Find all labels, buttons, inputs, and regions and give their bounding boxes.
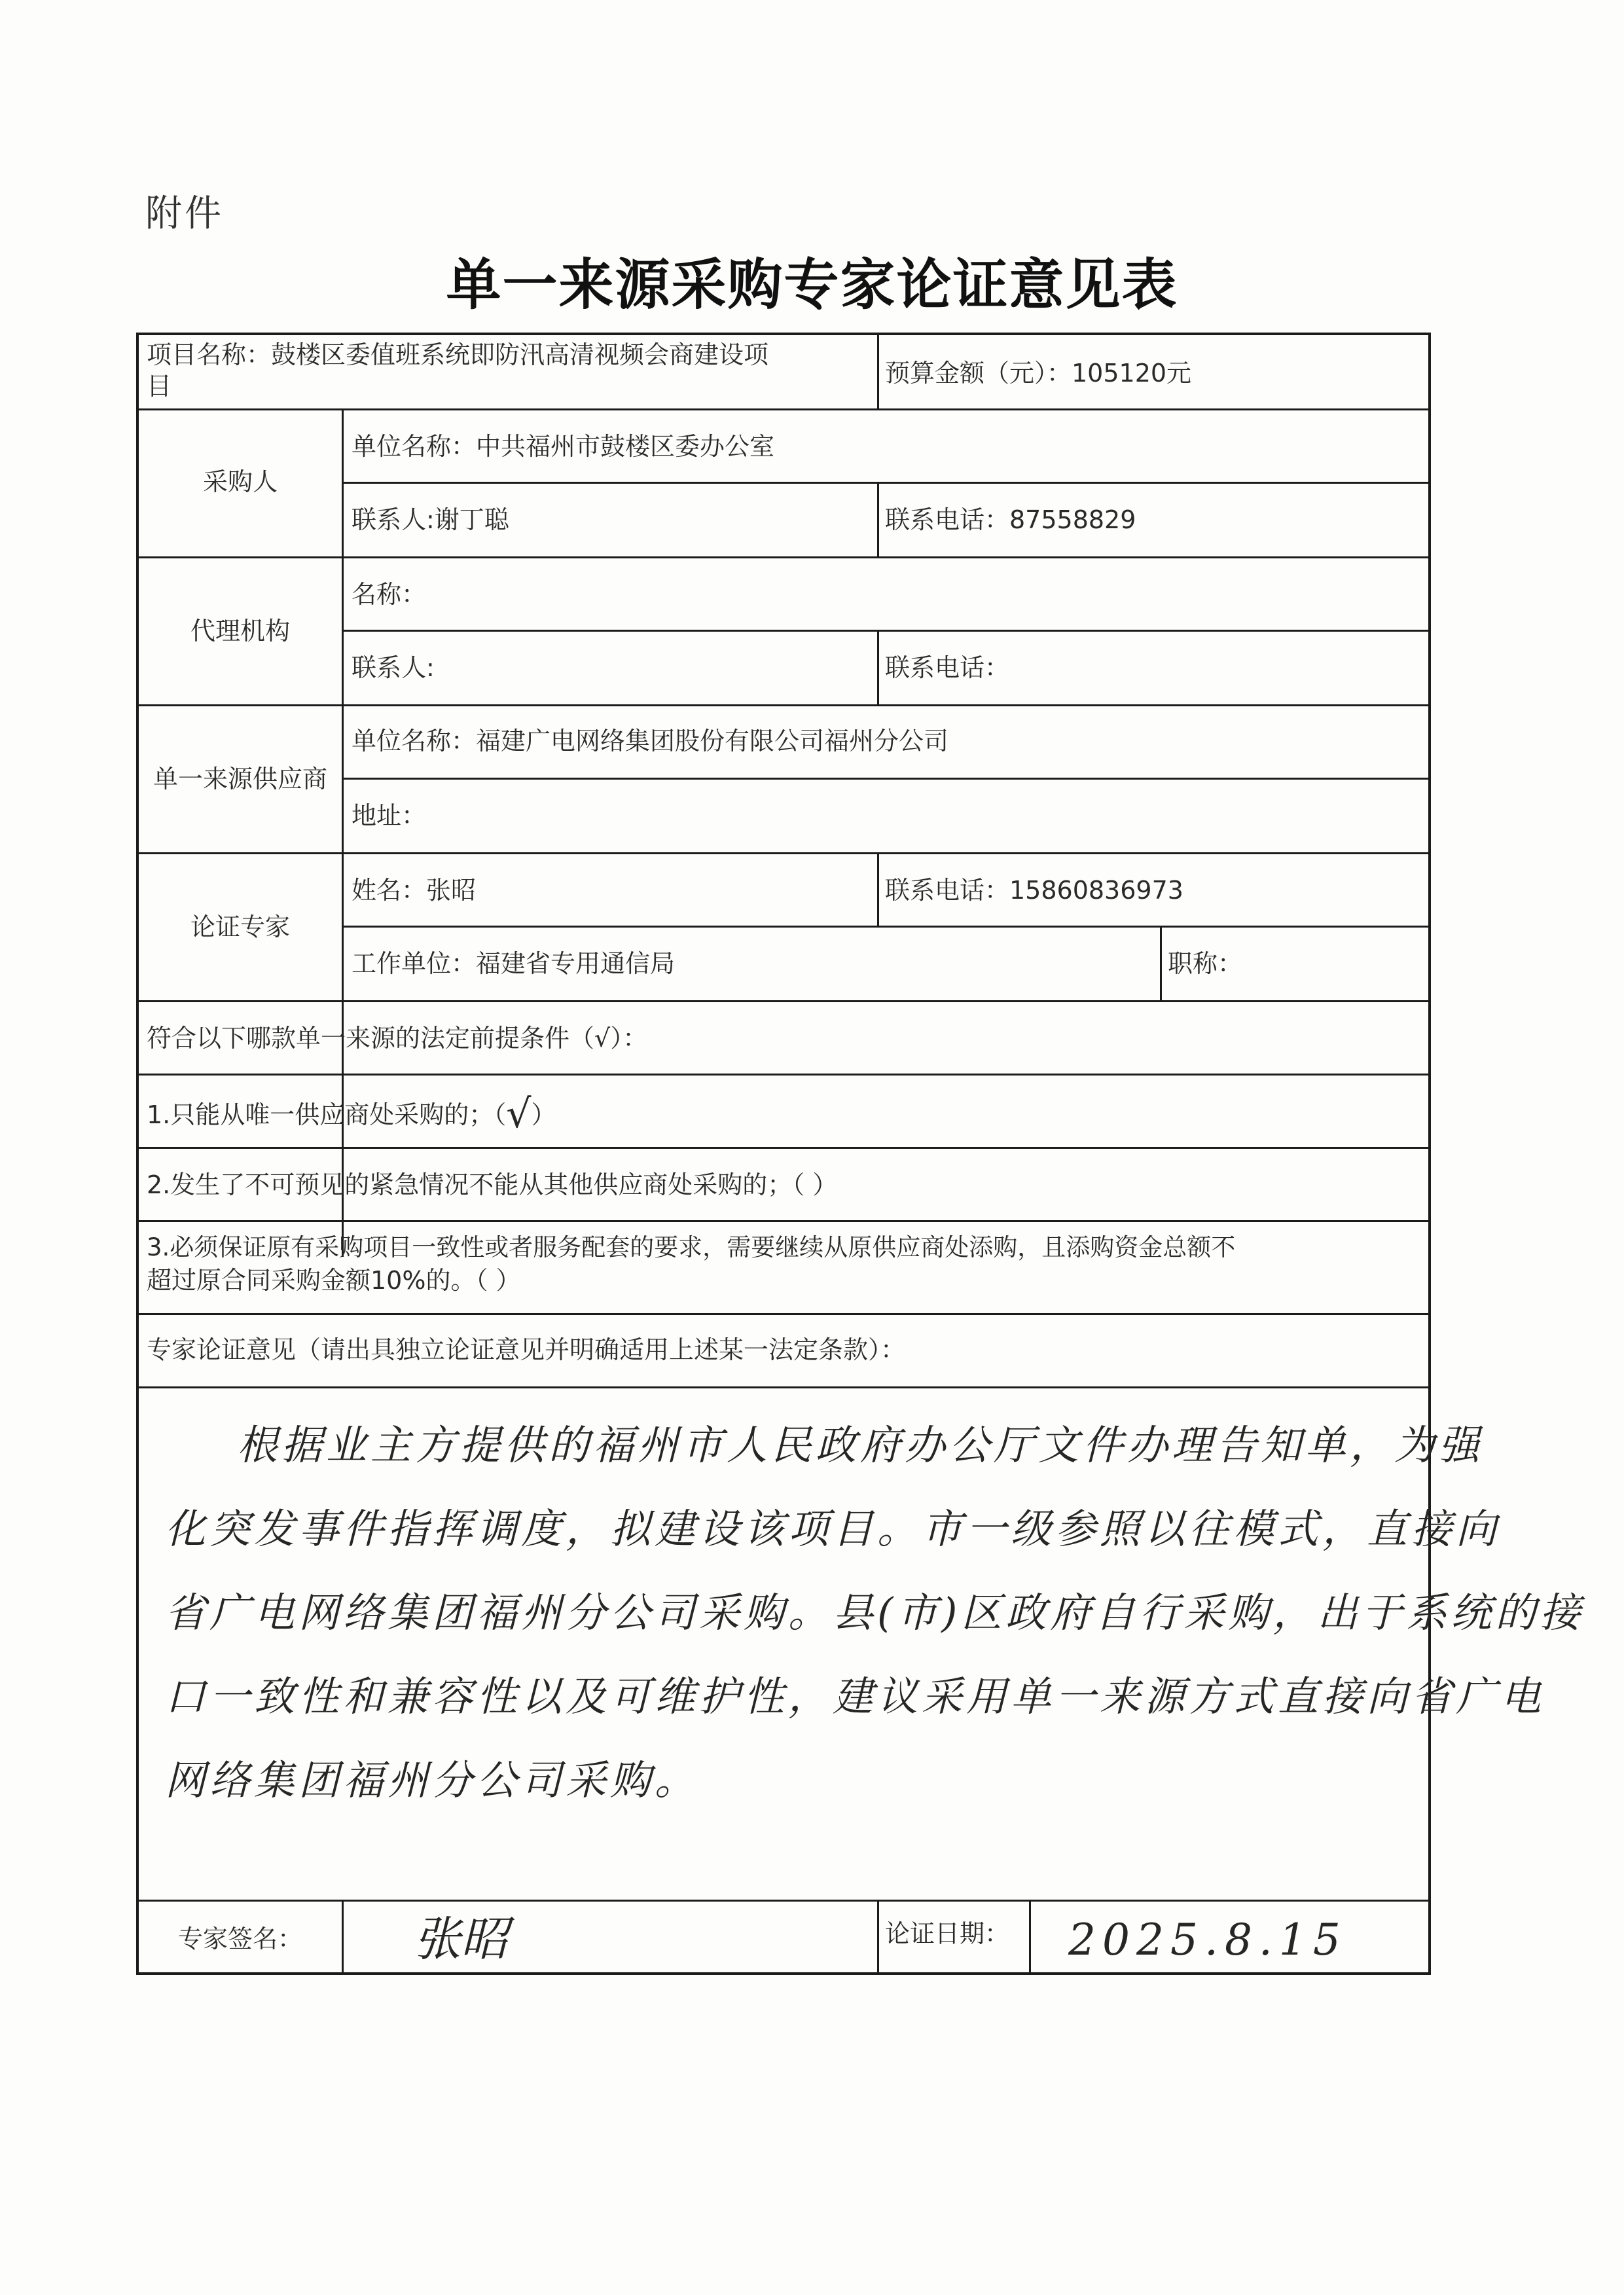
supplier-address: 地址： bbox=[352, 801, 427, 830]
purchaser-label: 采购人 bbox=[202, 467, 278, 496]
opinion-line-1: 根据业主方提供的福州市人民政府办公厅文件办理告知单，为强 bbox=[237, 1421, 1484, 1469]
signature-label: 专家签名： bbox=[177, 1925, 302, 1953]
project-name-line2: 目 bbox=[147, 372, 172, 401]
opinion-line-4: 口一致性和兼容性以及可维护性，建议采用单一来源方式直接向省广电 bbox=[165, 1672, 1545, 1720]
purchaser-contact: 联系人:谢丁聪 bbox=[352, 505, 509, 534]
opinion-header: 专家论证意见（请出具独立论证意见并明确适用上述某一法定条款）： bbox=[147, 1335, 906, 1364]
expert-name: 姓名：张昭 bbox=[352, 876, 477, 905]
agency-phone: 联系电话： bbox=[885, 653, 1010, 682]
opinion-line-5: 网络集团福州分公司采购。 bbox=[165, 1756, 700, 1804]
expert-workplace: 工作单位：福建省专用通信局 bbox=[352, 949, 676, 978]
condition-item-1 bbox=[147, 1091, 556, 1137]
conditions-header: 符合以下哪款单一来源的法定前提条件（√）： bbox=[147, 1024, 648, 1053]
purchaser-phone: 联系电话：87558829 bbox=[885, 505, 1136, 534]
date-label: 论证日期： bbox=[885, 1919, 1010, 1948]
purchaser-unit: 单位名称：中共福州市鼓楼区委办公室 bbox=[352, 432, 775, 461]
opinion-line-2: 化突发事件指挥调度，拟建设该项目。市一级参照以往模式，直接向 bbox=[165, 1505, 1501, 1553]
supplier-unit: 单位名称：福建广电网络集团股份有限公司福州分公司 bbox=[352, 727, 949, 755]
expert-label: 论证专家 bbox=[190, 913, 290, 941]
project-name-line1: 项目名称：鼓楼区委值班系统即防汛高清视频会商建设项 bbox=[147, 340, 769, 369]
expert-phone: 联系电话：15860836973 bbox=[885, 876, 1183, 905]
condition-item-3-line1: 3.必须保证原有采购项目一致性或者服务配套的要求，需要继续从原供应商处添购，且添购资金总额不 bbox=[147, 1233, 1236, 1261]
expert-title: 职称： bbox=[1168, 949, 1243, 978]
opinion-line-3: 省广电网络集团福州分公司采购。县(市)区政府自行采购，出于系统的接 bbox=[165, 1589, 1585, 1636]
condition-item-1-close: ） bbox=[531, 1100, 556, 1129]
agency-contact: 联系人: bbox=[352, 653, 435, 682]
agency-name: 名称： bbox=[352, 580, 427, 609]
expert-signature: 张昭 bbox=[414, 1911, 509, 1966]
condition-item-1-text: 1.只能从唯一供应商处采购的；（ bbox=[147, 1100, 507, 1129]
opinion-handwriting bbox=[165, 1403, 1585, 1822]
supplier-label: 单一来源供应商 bbox=[153, 765, 327, 793]
condition-item-3-line2: 超过原合同采购金额10%的。（ ） bbox=[147, 1266, 521, 1295]
agency-label: 代理机构 bbox=[190, 617, 290, 645]
condition-item-2: 2.发生了不可预见的紧急情况不能从其他供应商处采购的；（ ） bbox=[147, 1170, 838, 1199]
expert-opinion-form bbox=[136, 333, 1585, 1975]
budget-amount: 预算金额（元）：105120元 bbox=[885, 359, 1192, 388]
check-mark: √ bbox=[506, 1091, 532, 1137]
attachment-label: 附件 bbox=[145, 192, 224, 235]
date-value: 2025.8.15 bbox=[1068, 1915, 1347, 1965]
form-title: 单一来源采购专家论证意见表 bbox=[446, 252, 1178, 317]
